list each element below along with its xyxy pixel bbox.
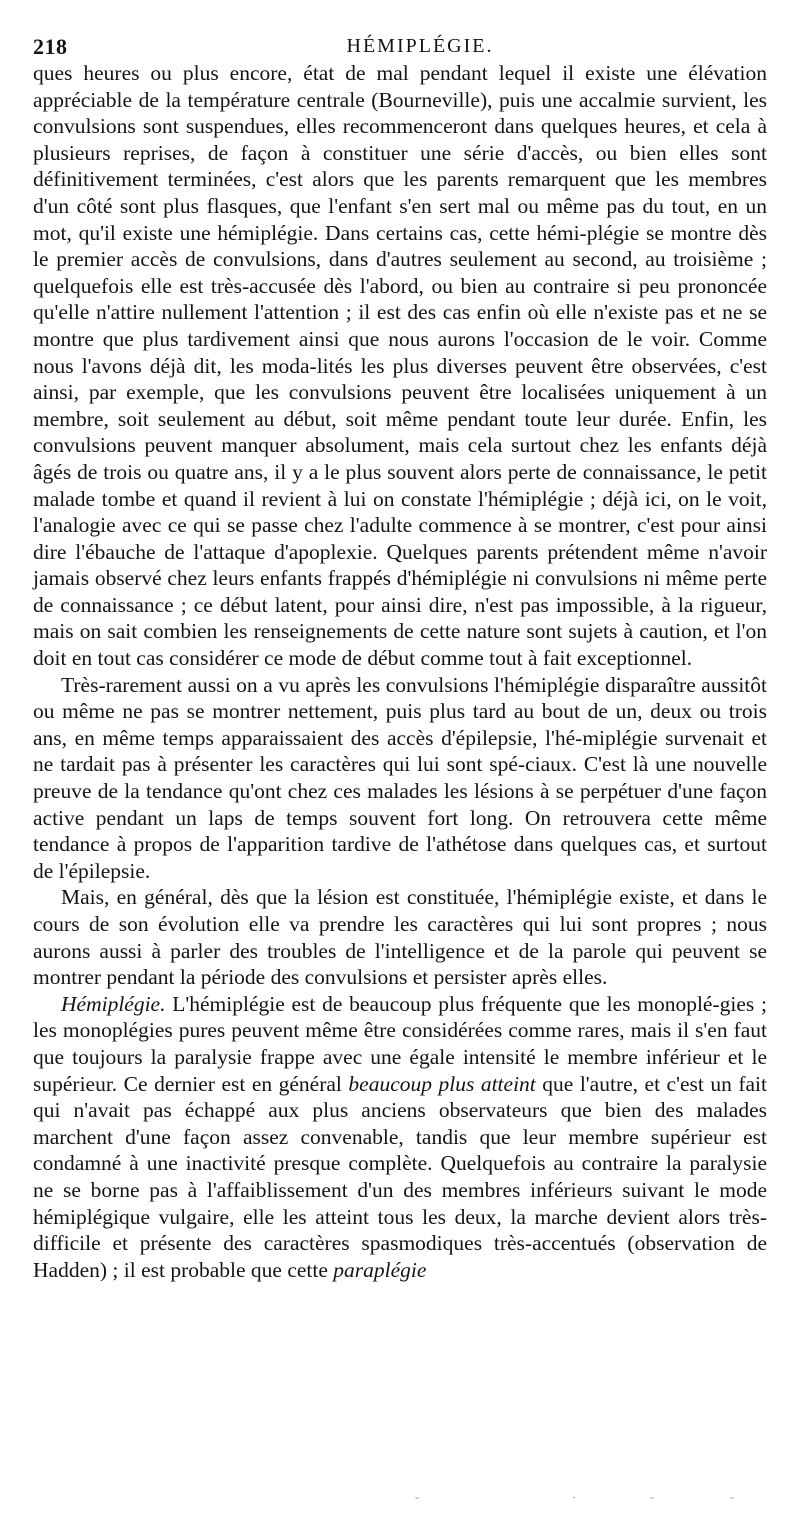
running-head xyxy=(33,0,767,60)
speck: ‐ xyxy=(650,1490,654,1504)
paragraph-4-text-b: que l'autre, et c'est un fait qui n'avait pas échappé aux plus anciens observateurs que bien des malades marchent d'une façon assez convenable, tandis que leur membre supérieur est condamné à une inactivité presque complète. Quelquefois au contraire la paralysie ne se borne pas à l'affaiblissement d'un des membres inférieurs suivant le mode hémiplégique vulgaire, elle les atteint tous les deux, la marche devient alors très-difficile et présente des caractères spasmodiques très-accentués (observation de Hadden) ; il est probable que cette xyxy=(33,1071,767,1282)
emphasis-text-end: paraplégie xyxy=(333,1257,427,1282)
body-text xyxy=(33,60,767,1283)
paragraph-2: Très-rarement aussi on a vu après les convulsions l'hémiplégie disparaître aussitôt ou même ne pas se montrer nettement, puis plus tard au bout de un, deux ou trois ans, en même temps apparaissaient des accès d'épilepsie, l'hé-miplégie survenait et ne tardait pas à présenter les caractères qui lui sont spé-ciaux. C'est là une nouvelle preuve de la tendance qu'ont chez ces malades les lésions à se perpétuer d'une façon active pendant un laps de temps souvent fort long. On retrouvera cette même tendance à propos de l'apparition tardive de l'athétose dans quelques cas, et surtout de l'épilepsie. xyxy=(33,672,767,883)
book-page xyxy=(33,0,767,1282)
speck: · xyxy=(572,1490,576,1504)
page-number: 218 xyxy=(33,34,68,59)
emphasis-text: beaucoup plus atteint xyxy=(348,1071,536,1096)
paragraph-3: Mais, en général, dès que la lésion est constituée, l'hémiplégie existe, et dans le cours de son évolution elle va prendre les caractères qui lui sont propres ; nous aurons aussi à parler des troubles de l'intelligence et de la parole qui peuvent se montrer pendant la période des convulsions et persister après elles. xyxy=(33,885,767,990)
speck: ‐ xyxy=(730,1490,734,1504)
paragraph-4 xyxy=(33,991,767,1284)
speck: ‐ xyxy=(415,1490,419,1504)
section-runin-heading: Hémiplégie. xyxy=(61,991,166,1016)
paragraph-1: ques heures ou plus encore, état de mal pendant lequel il existe une élévation appréciable de la température centrale (Bourneville), puis une accalmie survient, les convulsions sont suspendues, elles recommenceront dans quelques heures, et cela à plusieurs reprises, de façon à constituer une série d'accès, ou bien elles sont définitivement terminées, c'est alors que les parents remarquent que les membres d'un côté sont plus flasques, que l'enfant s'en sert mal ou même pas du tout, en un mot, qu'il existe une hémiplégie. Dans certains cas, cette hémi-plégie se montre dès le premier accès de convulsions, dans d'autres seulement au second, au troisième ; quelquefois elle est très-accusée dès l'abord, ou bien au contraire si peu prononcée qu'elle n'attire nullement l'attention ; il est des cas enfin où elle n'existe pas et ne se montre que plus tardivement ainsi que nous aurons l'occasion de le voir. Comme nous l'avons déjà dit, les moda-lités les plus diverses peuvent être observées, c'est ainsi, par exemple, que les convulsions peuvent être localisées uniquement à un membre, soit seulement au début, soit même pendant toute leur durée. Enfin, les convulsions peuvent manquer absolument, mais cela surtout chez les enfants déjà âgés de trois ou quatre ans, il y a le plus souvent alors perte de connaissance, le petit malade tombe et quand il revient à lui on constate l'hémiplégie ; déjà ici, on le voit, l'analogie avec ce qui se passe chez l'adulte commence à se montrer, c'est pour ainsi dire l'ébauche de l'attaque d'apoplexie. Quelques parents prétendent même n'avoir jamais observé chez leurs enfants frappés d'hémiplégie ni convulsions ni même perte de connaissance ; ce début latent, pour ainsi dire, n'est pas impossible, à la rigueur, mais on sait combien les renseignements de cette nature sont sujets à caution, et l'on doit en tout cas considérer ce mode de début comme tout à fait exceptionnel. xyxy=(33,61,767,671)
paragraph-4-text-a: L'hémiplégie est de beaucoup plus fréquente que les monoplé-gies ; les monoplégies pures peuvent même être considérées comme rares, mais il s'en faut que toujours la paralysie frappe avec une égale intensité le membre inférieur et le supérieur. Ce dernier est en général xyxy=(33,991,767,1096)
print-specks xyxy=(0,1490,800,1510)
running-title: HÉMIPLÉGIE. xyxy=(346,35,494,57)
